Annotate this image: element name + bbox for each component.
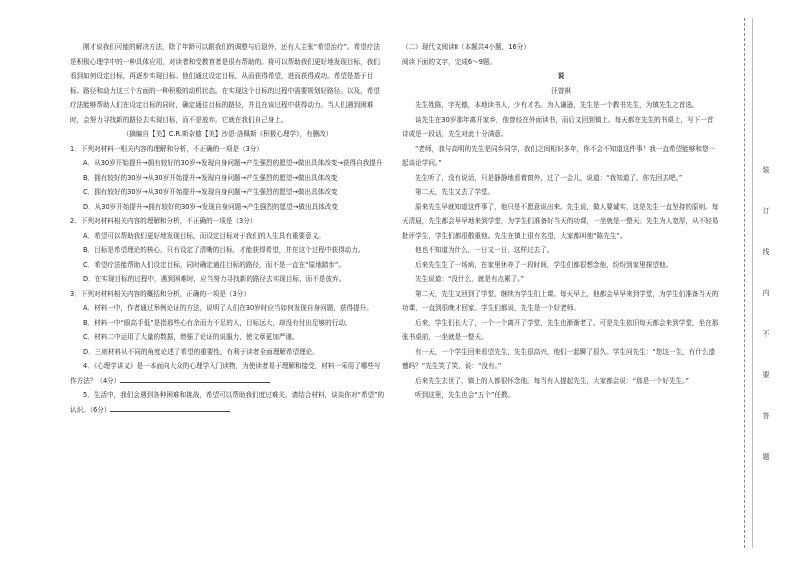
paragraph-r11	[402, 316, 720, 345]
paragraph-q1c	[70, 185, 385, 200]
paragraph-text: 3．下列对材料相关内容的概括和分析，正确的一项是（3分）	[70, 289, 250, 298]
paragraph-text: 第二天，先生又回到了学堂，继续为学生们上课。每天早上，他都会早早来到学堂，为学生们准备当天的功课，一直到很晚才回家。学生们都说，先生是一个好老师。	[402, 289, 719, 312]
paragraph-q4	[70, 359, 385, 388]
paragraph-text: 听到这里，先生也会“五个”任教。	[415, 391, 515, 399]
paragraph-text: C．材料二中运用了大量的数据，增强了论证的说服力，使文章更加严谨。	[83, 333, 299, 341]
answer-blank[interactable]	[120, 374, 270, 383]
paragraph-text: D．从30岁开始提升→拥有较好的30岁→发现自身问题→产生强烈的愿望→做出具体改变	[83, 202, 338, 211]
paragraph-text: B．拥有较好的30岁→从30岁开始提升→发现自身问题→产生强烈的愿望→做出具体改变	[83, 173, 338, 182]
paragraph-text: 汪曾祺	[551, 86, 571, 95]
binding-dashed-line	[744, 18, 745, 548]
paragraph-text: 有一天，一个学生回来看望先生，先生很高兴，他们一起聊了很久。学生问先生：“您这一生，有什么遗憾吗？”先生笑了笑，说：“没有。”	[402, 347, 716, 370]
paragraph-text: 2．下列对材料相关内容的理解和分析，不正确的一项是（3分）	[70, 217, 257, 225]
paragraph-q3	[70, 287, 385, 302]
paragraph-text: 后来先生去世了，镇上的人都很怀念他。每当有人提起先生，大家都会说：“那是一个好先生。”	[415, 376, 689, 385]
paragraph-text: 5．生活中，我们会遇到各种困难和挑战，希望可以帮助我们度过难关。请结合材料，谈谈你对“希望”的认识。（6分）	[70, 391, 385, 414]
paragraph-text: 他也不知道为什么，一日又一日，这样过去了。	[415, 246, 554, 254]
paragraph-text: A．从30岁开始提升→拥有较好的30岁→发现自身问题→产生强烈的愿望→做出具体改变→获得自我提升	[83, 159, 383, 167]
binding-char: 线	[762, 248, 770, 256]
binding-solid-line	[752, 18, 753, 548]
paragraph-text: A．材料一中，作者通过举例论证的方法，说明了人们在30岁时应当如何发现自身问题，获得提升。	[83, 304, 373, 312]
paragraph-r1	[402, 98, 720, 113]
paragraph-r5	[402, 185, 720, 200]
paragraph-r9	[402, 272, 720, 287]
paragraph-text: 说	[557, 72, 565, 80]
paragraph-text: 谈先生在30岁那年离开家乡，他曾经在外面读书，而后又回到镇上。每天都在先生的书桌上，写下一首诗或是一段话，先生对此十分满意。	[402, 115, 714, 138]
paragraph-text: 先生听了，没有说话，只是静静地看着窗外，过了一会儿，说道：“我知道了，你先回去吧。”	[415, 173, 683, 182]
binding-char: 装	[762, 166, 770, 174]
paragraph-r10	[402, 287, 720, 316]
binding-margin-text	[760, 150, 772, 478]
paragraph-s2	[402, 40, 720, 55]
paragraph-text: （摘编自【美】C.R.斯奈德【美】沙恩·洛佩斯《积极心理学》，有删改）	[122, 130, 333, 138]
binding-char: 内	[762, 289, 770, 297]
paragraph-r7	[402, 243, 720, 258]
paragraph-text: “老师，我与高明的先生是同乡同学，我们之间相识多年，你不会不知道这件事！我一直希望能够和您一起谈论学问。”	[402, 144, 716, 167]
paragraph-q1a	[70, 156, 385, 171]
paragraph-text: 第二天，先生又去了学堂。	[415, 188, 495, 196]
paragraph-text: 1．下列对材料一相关内容的理解和分析，不正确的一项是（3分）	[70, 144, 264, 153]
paragraph-q2b	[70, 243, 385, 258]
binding-char: 要	[762, 371, 770, 379]
paragraph-text: D．在实现目标的过程中，遇到困难时，应当努力寻找新的路径去实现目标，而不是放弃。	[83, 275, 346, 283]
paragraph-text: 后来，学生们长大了，一个一个离开了学堂，先生也渐渐老了。可是先生依旧每天都会来到学堂，坐在那张书桌前，一坐就是一整天。	[402, 318, 719, 341]
paragraph-text: C．希望疗法能帮助人们设定目标，同时确定通往目标的路径，而不是一直在“原地踏步”。	[83, 260, 345, 269]
paragraph-text: 先生说道：“没什么，就是有点累了。”	[415, 275, 525, 283]
binding-char: 题	[762, 453, 770, 461]
paragraph-q1b	[70, 171, 385, 186]
binding-char: 不	[762, 330, 770, 338]
paragraph-title	[402, 69, 720, 84]
paragraph-p1	[70, 40, 385, 127]
paragraph-text: 阅读下面的文字，完成6～9题。	[402, 57, 497, 66]
paragraph-text: 刚才说我们可能的解决方法，除了年龄可以跟我们的调整与后退外，还有人主张“希望治疗”。希望疗法是积极心理学中的一种具体应用，对读者和受教育者是很有帮助的。将可以帮助我们更好地发现目标，我们看到如何设定目标，再逐步实现目标。他们通过设定目标，从而获得希望，进而获得成功。希望是基于目标、路径和动力这三个方面的一种积极的动机状态。在实现这个目标的过程中需要规划好路径。以及，希望疗法能够帮助人们在设定目标的同时，确定通往目标的路径，并且在该过程中获得动力。当人们遇到困难时，会努力寻找新的路径去实现目标，而不是放弃。它就在我们自己身上。	[70, 43, 380, 124]
paragraph-text: 后来先生生了一场病，在家里休养了一段时间，学生们都很想念他，纷纷到家里探望他。	[415, 260, 673, 269]
binding-char: 订	[762, 207, 770, 215]
paragraph-r12	[402, 345, 720, 374]
paragraph-text: （二）现代文阅读Ⅱ（本题共4小题，16分）	[402, 43, 530, 51]
paragraph-q5	[70, 388, 385, 417]
paragraph-r2	[402, 113, 720, 142]
paragraph-q2c	[70, 258, 385, 273]
paragraph-r8	[402, 258, 720, 273]
paragraph-text: A．希望可以帮助我们更好地发现目标，而设定目标对于我们的人生具有重要意义。	[83, 231, 325, 240]
paragraph-text: 先生姓陈，字光德，本地读书人，少有才名。为人谦逊，先生是一个教书先生，为镇先生之首选。	[415, 101, 699, 109]
paragraph-q3a	[70, 301, 385, 316]
paragraph-text: D．三则材料从不同的角度论述了希望的重要性，有利于读者全面理解希望理论。	[83, 347, 319, 356]
paragraph-text: C．拥有较好的30岁→从30岁开始提升→发现自身问题→产生强烈的愿望→做出具体改变	[83, 188, 338, 196]
paragraph-src	[70, 127, 385, 142]
binding-char: 答	[762, 412, 770, 420]
paragraph-q3b	[70, 316, 385, 331]
paragraph-q1	[70, 142, 385, 157]
paragraph-text: B．目标是希望理论的核心，只有设定了清晰的目标，才能获得希望，并在这个过程中获得动力。	[83, 246, 365, 254]
paragraph-q2	[70, 214, 385, 229]
right-column	[402, 40, 720, 403]
paragraph-author	[402, 84, 720, 99]
paragraph-q2d	[70, 272, 385, 287]
paragraph-q3c	[70, 330, 385, 345]
paragraph-s2b	[402, 55, 720, 70]
answer-blank[interactable]	[110, 403, 230, 412]
paragraph-q2a	[70, 229, 385, 244]
paragraph-q1d	[70, 200, 385, 215]
paragraph-r3	[402, 142, 720, 171]
paragraph-text: 原来先生早就知道这件事了，他只是不愿意说出来。先生说，做人要诚实，这是先生一直坚持的原则。每天清晨，先生都会早早地来到学堂，为学生们准备好当天的功课，一坐就是一整天。先生为人宽厚，从不轻易批评学生，学生们都很敬重他。先生在镇上很有名望，大家都叫他“陈先生”。	[402, 202, 719, 240]
paragraph-r4	[402, 171, 720, 186]
paragraph-r14	[402, 388, 720, 403]
paragraph-text: 4．《心理学讲义》是一本面向大众的心理学入门读物，为使读者易于理解和接受，材料一采用了哪些写作方法？（4分）	[70, 362, 381, 385]
paragraph-r6	[402, 200, 720, 244]
paragraph-r13	[402, 374, 720, 389]
paragraph-text: B．材料一中“眼高手低”是指那些心有余而力不足的人，目标远大，却没有付出足够的行动。	[83, 318, 352, 327]
left-column	[70, 40, 385, 417]
paragraph-q3d	[70, 345, 385, 360]
